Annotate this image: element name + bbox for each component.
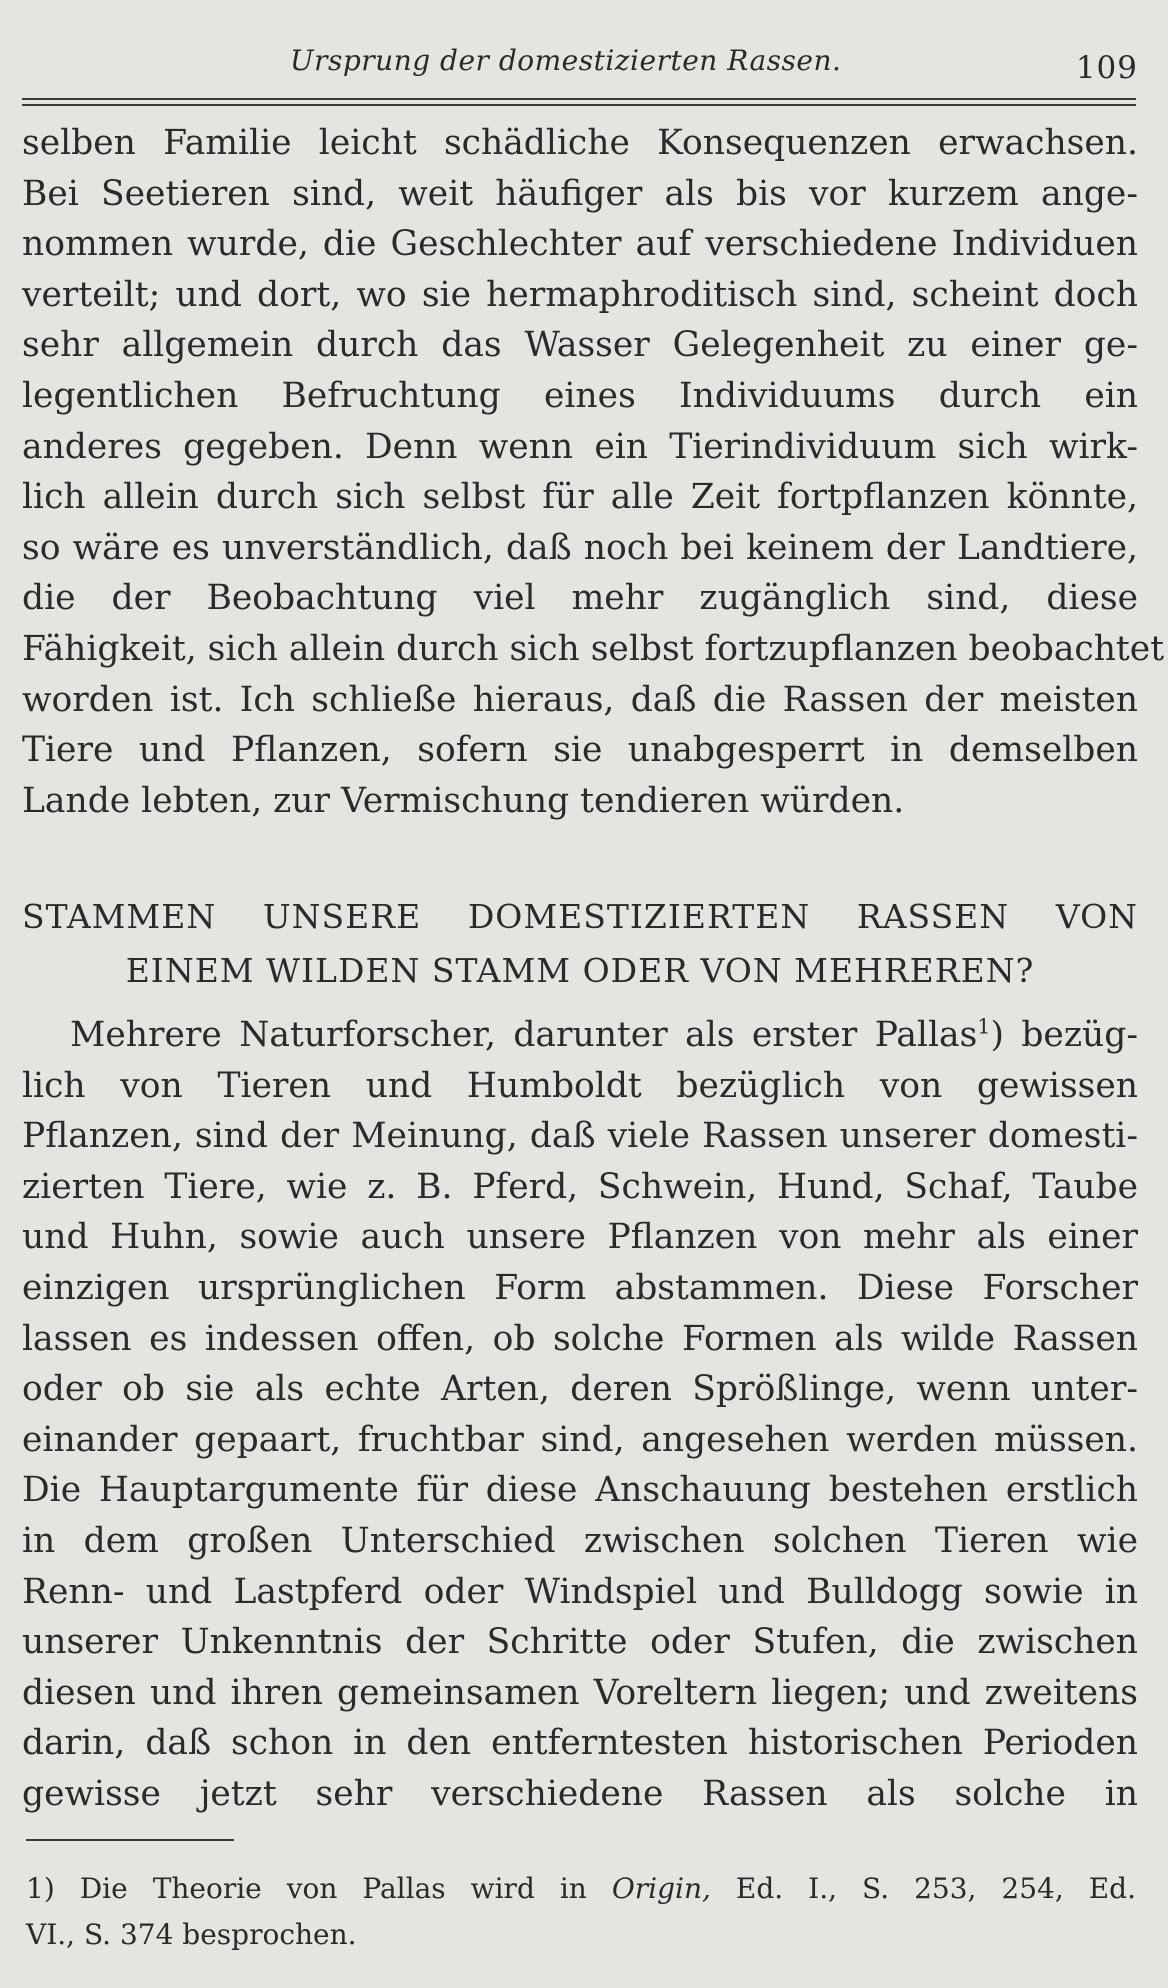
paragraph-1-line: legentlichen Befruchtung eines Individuums durch ein (22, 375, 1138, 416)
paragraph-2-line: in dem großen Unterschied zwischen solchen Tieren wie (22, 1520, 1138, 1561)
paragraph-1-line: anderes gegeben. Denn wenn ein Tierindividuum sich wirk- (22, 426, 1138, 467)
footnote-text-tail: Ed. I., S. 253, 254, Ed. (735, 1872, 1136, 1905)
paragraph-2-line: lassen es indessen offen, ob solche Formen als wilde Rassen (22, 1318, 1138, 1359)
footnote-marker: 1) (26, 1872, 55, 1905)
paragraph-1-line: die der Beobachtung viel mehr zugänglich sind, diese (22, 578, 1138, 619)
paragraph-1-line: verteilt; und dort, wo sie hermaphroditisch sind, scheint doch (22, 274, 1138, 315)
paragraph-2-line: unserer Unkenntnis der Schritte oder Stufen, die zwischen (22, 1622, 1138, 1663)
paragraph-2-line: einzigen ursprünglichen Form abstammen. Diese Forscher (22, 1267, 1138, 1308)
paragraph-1 (22, 118, 1165, 826)
header-rule-bottom (22, 104, 1136, 106)
paragraph-1-line: Bei Seetieren sind, weit häufiger als bis vor kurzem ange- (22, 173, 1138, 214)
paragraph-2-line: zierten Tiere, wie z. B. Pferd, Schwein, Hund, Schaf, Taube (22, 1166, 1138, 1207)
paragraph-2-line: oder ob sie als echte Arten, deren Sprößlinge, wenn unter- (22, 1369, 1138, 1410)
paragraph-1-line: lich allein durch sich selbst für alle Zeit fortpflanzen könnte, (22, 477, 1138, 518)
paragraph-2-line: gewisse jetzt sehr verschiedene Rassen als solche in (22, 1773, 1138, 1814)
header-rule-top (22, 98, 1136, 100)
paragraph-2-line: Renn- und Lastpferd oder Windspiel und Bulldogg sowie in (22, 1571, 1138, 1612)
paragraph-1-line: selben Familie leicht schädliche Konsequenzen erwachsen. (22, 123, 1138, 163)
paragraph-1-line: nommen wurde, die Geschlechter auf verschiedene Individuen (22, 224, 1138, 265)
footnote-line-2: VI., S. 374 besprochen. (26, 1918, 357, 1951)
footnote-italic-title: Origin, (611, 1872, 711, 1905)
paragraph-1-line: Lande lebten, zur Vermischung tendieren würden. (22, 780, 905, 821)
section-heading (22, 890, 1138, 998)
paragraph-1-line: sehr allgemein durch das Wasser Gelegenheit zu einer ge- (22, 325, 1138, 366)
paragraph-2-line: darin, daß schon in den entferntesten historischen Perioden (22, 1723, 1138, 1764)
paragraph-1-line: Tiere und Pflanzen, sofern sie unabgesperrt in demselben (22, 730, 1138, 771)
footnote-reference[interactable]: 1 (977, 1014, 991, 1039)
paragraph-1-line: Fähigkeit, sich allein durch sich selbst fortzupflanzen beobachtet (22, 628, 1165, 669)
footnote-line-1 (26, 1866, 1136, 1912)
paragraph-1-line: so wäre es unverständlich, daß noch bei keinem der Landtiere, (22, 527, 1138, 568)
paragraph-2-line: diesen und ihren gemeinsamen Voreltern liegen; und zweitens (22, 1672, 1138, 1713)
page-number: 109 (1075, 50, 1138, 86)
paragraph-2 (22, 1010, 1138, 1820)
footnote-rule (26, 1839, 234, 1841)
paragraph-2-line: Die Hauptargumente für diese Anschauung bestehen erstlich (22, 1470, 1138, 1511)
paragraph-2-line-1-tail: ) bezüg- (990, 1015, 1138, 1055)
section-heading-line-1: STAMMEN UNSERE DOMESTIZIERTEN RASSEN VON (22, 897, 1138, 936)
paragraph-2-line: Pflanzen, sind der Meinung, daß viele Rassen unserer domesti- (22, 1116, 1138, 1157)
paragraph-2-line-1 (22, 1010, 1138, 1061)
paragraph-2-line: einander gepaart, fruchtbar sind, angesehen werden müssen. (22, 1419, 1138, 1460)
paragraph-2-line: und Huhn, sowie auch unsere Pflanzen von mehr als einer (22, 1217, 1138, 1258)
paragraph-1-line: worden ist. Ich schließe hieraus, daß die Rassen der meisten (22, 679, 1138, 720)
footnote-text: Die Theorie von Pallas wird in (79, 1872, 587, 1905)
paragraph-2-line: lich von Tieren und Humboldt bezüglich von gewissen (22, 1065, 1138, 1106)
running-head: Ursprung der domestizierten Rassen. (290, 44, 842, 77)
footnotes (26, 1866, 1136, 1958)
paragraph-2-line-1-text: Mehrere Naturforscher, darunter als erster Pallas (70, 1015, 978, 1055)
section-heading-line-2: EINEM WILDEN STAMM ODER VON MEHREREN? (125, 951, 1035, 990)
